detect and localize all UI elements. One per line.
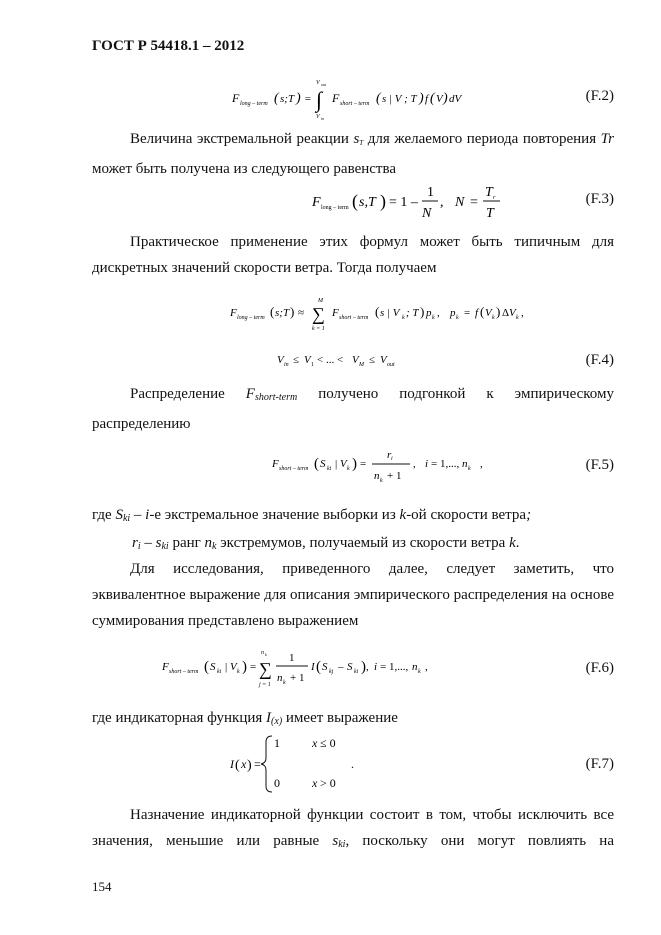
svg-text:(: ( (430, 91, 435, 106)
text: имеет выражение (282, 710, 398, 726)
svg-text:): ) (242, 659, 247, 675)
svg-text:): ) (361, 659, 366, 675)
svg-text:short – term: short – term (339, 315, 369, 321)
sub-x: (x) (271, 716, 283, 727)
svg-text:+ 1: + 1 (387, 470, 402, 482)
svg-text:r: r (493, 195, 496, 201)
paragraph-equivalent-expression: Для исследования, приведенного далее, следует заметить, что эквивалентное выражение для описания эмпирического распределения на основе суммирования представлено выражением (92, 561, 614, 629)
svg-text:(: ( (274, 91, 279, 106)
text: . (515, 535, 520, 551)
svg-text:f: f (425, 93, 429, 105)
svg-text:k: k (347, 466, 350, 472)
svg-text:k: k (456, 315, 459, 321)
equation-f6 (160, 645, 450, 696)
var-s: s (332, 833, 339, 849)
text: Распределение (130, 386, 246, 402)
svg-text:p: p (450, 307, 456, 319)
svg-text:V: V (340, 458, 347, 470)
svg-text:s;T: s;T (275, 307, 290, 319)
svg-text:=: = (254, 757, 261, 771)
svg-text:x: x (312, 776, 318, 790)
svg-text:N: N (455, 195, 465, 210)
text: -е экстремальное значение выборки из (149, 507, 400, 523)
svg-text:S: S (322, 661, 328, 673)
equation-f4-sum (228, 294, 558, 339)
text: может быть получена из следующего равенства (92, 161, 397, 177)
svg-text:in: in (284, 362, 289, 368)
svg-text:,: , (366, 661, 369, 673)
definition-ski (92, 502, 614, 532)
svg-text:short – term: short – term (169, 669, 199, 675)
svg-text:+ 1: + 1 (290, 672, 305, 684)
svg-text:k: k (265, 652, 267, 657)
svg-text:0: 0 (274, 776, 280, 790)
svg-text:(: ( (204, 659, 209, 675)
svg-text:,: , (440, 195, 444, 210)
svg-text:x: x (312, 736, 318, 750)
var-k: k (399, 507, 407, 523)
svg-text:I: I (311, 661, 315, 673)
svg-text:1: 1 (427, 185, 434, 200)
svg-text:p: p (426, 307, 432, 319)
svg-text:n: n (412, 661, 418, 673)
svg-text:n: n (277, 672, 283, 684)
svg-text:T: T (485, 185, 493, 200)
svg-text:1: 1 (289, 652, 295, 664)
svg-text:k: k (237, 669, 240, 675)
equation-f5 (270, 446, 490, 491)
svg-text:≈: ≈ (298, 307, 305, 319)
svg-text:≤: ≤ (369, 354, 376, 366)
svg-text:N: N (422, 206, 432, 221)
text: -ой скорости ветра (406, 507, 527, 523)
svg-text:S: S (210, 661, 216, 673)
svg-text:; T: ; T (406, 307, 419, 319)
svg-text:(: ( (376, 91, 381, 106)
svg-text:=: = (470, 195, 478, 210)
svg-text:): ) (419, 91, 424, 106)
svg-text:): ) (290, 304, 295, 319)
equation-number-f6: (F.6) (585, 660, 614, 676)
equation-f3 (310, 179, 510, 230)
svg-text:> 0: > 0 (320, 776, 336, 790)
svg-text:(: ( (352, 191, 358, 211)
equation-f3-svg (310, 179, 510, 225)
svg-text:≤ 0: ≤ 0 (320, 736, 336, 750)
text: где индикаторная функция (92, 710, 267, 726)
svg-text:s | V ; T: s | V ; T (382, 93, 417, 105)
paragraph-indicator-function (92, 705, 614, 735)
var-n: n (204, 535, 213, 551)
svg-text:T: T (486, 206, 494, 221)
svg-text:k = 1: k = 1 (312, 326, 325, 332)
svg-text:F: F (272, 458, 279, 470)
svg-text:(: ( (314, 456, 319, 472)
text: экстремумов, получаемый из скорости ветра (216, 535, 510, 551)
var-i: I (266, 710, 272, 726)
var-s: S (115, 507, 123, 523)
paragraph-practical-application: Практическое применение этих формул может быть типичным для дискретных значений скорости ветра. Тогда получаем (92, 234, 614, 276)
svg-text:F: F (162, 661, 169, 673)
svg-text:(: ( (235, 758, 240, 773)
svg-text:n: n (462, 458, 468, 470)
equation-f4-range (275, 348, 415, 375)
svg-text:= 1 –: = 1 – (389, 195, 418, 210)
svg-text:long – term: long – term (321, 205, 349, 211)
sub-i: i (137, 541, 141, 552)
equation-f4-range-svg (275, 348, 415, 370)
svg-text:kj: kj (329, 669, 334, 675)
svg-text:s;T: s;T (280, 93, 295, 105)
text: ; (526, 507, 532, 523)
sub-ki: ki (338, 839, 346, 850)
svg-text:M: M (318, 298, 323, 304)
svg-text:F: F (230, 307, 237, 319)
svg-text:long – term: long – term (240, 101, 268, 107)
svg-text:F: F (332, 307, 339, 319)
svg-text:): ) (420, 304, 425, 319)
equation-number-f5: (F.5) (585, 457, 614, 473)
svg-text:V: V (352, 354, 359, 366)
svg-text:=: = (304, 93, 312, 105)
svg-text:=: = (464, 307, 471, 319)
equation-number-f4: (F.4) (585, 352, 614, 368)
svg-text:,: , (480, 458, 483, 470)
svg-text:k: k (516, 315, 519, 321)
svg-text:F: F (312, 195, 321, 210)
svg-text:): ) (443, 91, 448, 106)
svg-text:Δ: Δ (502, 307, 510, 319)
svg-text:s,T: s,T (359, 195, 376, 210)
text: получено подгонкой к эмпирическому распределению (92, 386, 614, 432)
svg-text:f: f (475, 307, 479, 319)
svg-text:=: = (250, 661, 257, 673)
svg-text:k: k (402, 315, 405, 321)
svg-text:M: M (359, 362, 364, 368)
svg-text:dV: dV (449, 93, 462, 105)
var-k: k (509, 535, 516, 551)
equation-number-f7: (F.7) (585, 756, 614, 772)
svg-text:i: i (374, 661, 378, 673)
sub-k: k (212, 541, 217, 552)
svg-text:< ... <: < ... < (317, 354, 344, 366)
text: для желаемого периода повторения (363, 131, 601, 147)
svg-text:|: | (335, 458, 338, 470)
svg-text:∑: ∑ (259, 659, 272, 679)
svg-text:k: k (380, 478, 383, 484)
svg-text:(: ( (270, 304, 275, 319)
svg-text:V: V (380, 354, 387, 366)
svg-text:V: V (316, 114, 320, 120)
svg-text:∑: ∑ (312, 304, 325, 324)
svg-text:= 1,...,: = 1,..., (431, 458, 460, 470)
text: где (92, 507, 116, 523)
svg-text:out: out (321, 82, 327, 87)
svg-text:x: x (241, 757, 247, 771)
svg-text:k: k (492, 315, 495, 321)
svg-text:V: V (436, 93, 443, 105)
var-s: s (353, 131, 360, 147)
svg-text:short – term: short – term (279, 466, 309, 472)
svg-text:k: k (283, 680, 286, 686)
page-number: 154 (92, 879, 112, 894)
svg-text:r: r (387, 449, 392, 461)
var-i: i (145, 507, 150, 523)
svg-text:ki: ki (354, 669, 359, 675)
svg-text:n: n (374, 470, 380, 482)
svg-text:j = 1: j = 1 (259, 682, 271, 688)
svg-text:out: out (387, 362, 395, 368)
sub-ki: ki (161, 541, 169, 552)
paragraph-distribution (92, 381, 614, 437)
equation-f7 (228, 732, 368, 799)
svg-text:s | V: s | V (380, 307, 400, 319)
svg-text:1: 1 (274, 736, 280, 750)
svg-text:i: i (425, 458, 429, 470)
svg-text:,: , (425, 661, 428, 673)
svg-text:n: n (261, 650, 264, 656)
svg-text:.: . (351, 757, 354, 771)
sub-short-term: short-term (254, 392, 298, 403)
svg-text:(: ( (480, 304, 485, 319)
svg-text:,: , (437, 307, 440, 319)
svg-text:V: V (230, 661, 237, 673)
equation-f2 (228, 78, 468, 125)
svg-text:V: V (277, 354, 284, 366)
svg-text:–: – (338, 661, 344, 673)
paragraph-indicator-purpose (92, 802, 614, 858)
svg-text:∫: ∫ (316, 87, 323, 112)
svg-text:V: V (304, 354, 311, 366)
svg-text:in: in (321, 116, 325, 121)
text: Назначение индикаторной функции состоит в том, чтобы исключить все значения, меньшие или равные (92, 807, 614, 849)
svg-text:(: ( (316, 659, 321, 675)
svg-text:i: i (391, 456, 393, 462)
svg-text:F: F (332, 91, 340, 105)
equation-f2-svg (228, 78, 468, 122)
equation-f6-svg (160, 645, 450, 691)
svg-text:S: S (347, 661, 353, 673)
var-r: r (132, 535, 138, 551)
svg-text:= 1,...,: = 1,..., (380, 661, 409, 673)
svg-text:k: k (468, 466, 471, 472)
svg-text:): ) (496, 304, 501, 319)
svg-text:,: , (521, 307, 524, 319)
text: – (130, 507, 146, 523)
svg-text:k: k (432, 315, 435, 321)
svg-text:): ) (296, 91, 301, 106)
svg-text:V: V (316, 80, 320, 86)
equation-number-f3: (F.3) (585, 191, 614, 207)
svg-text:ki: ki (327, 466, 332, 472)
svg-text:long – term: long – term (237, 315, 265, 321)
svg-text:): ) (247, 758, 252, 773)
svg-text:): ) (352, 456, 357, 472)
document-header: ГОСТ Р 54418.1 – 2012 (92, 38, 245, 54)
sub-t: T (359, 139, 364, 147)
svg-text:): ) (380, 191, 386, 211)
svg-text:,: , (413, 458, 416, 470)
svg-text:(: ( (375, 304, 380, 319)
equation-f5-svg (270, 446, 490, 486)
svg-text:V: V (485, 307, 492, 319)
text: – (140, 535, 156, 551)
text: ранг (168, 535, 205, 551)
svg-text:ki: ki (217, 669, 222, 675)
svg-text:k: k (418, 669, 421, 675)
equation-f4-svg (228, 294, 558, 334)
svg-text:S: S (320, 458, 326, 470)
text: Величина экстремальной реакции (130, 131, 354, 147)
var-f: F (245, 386, 255, 402)
svg-text:F: F (232, 91, 240, 105)
text: , поскольку они могут повлиять на (345, 833, 614, 849)
var-s: s (155, 535, 162, 551)
svg-text:1: 1 (311, 362, 314, 368)
var-tr: Tr (600, 131, 615, 147)
svg-text:I: I (230, 757, 234, 771)
svg-text:=: = (360, 458, 367, 470)
svg-text:short – term: short – term (340, 101, 370, 107)
sub-ki: ki (122, 513, 131, 524)
equation-f7-svg (228, 732, 368, 794)
paragraph-extreme-response (92, 126, 614, 182)
svg-text:|: | (225, 661, 228, 673)
equation-number-f2: (F.2) (585, 88, 614, 104)
svg-text:≤: ≤ (293, 354, 300, 366)
svg-text:V: V (509, 307, 516, 319)
